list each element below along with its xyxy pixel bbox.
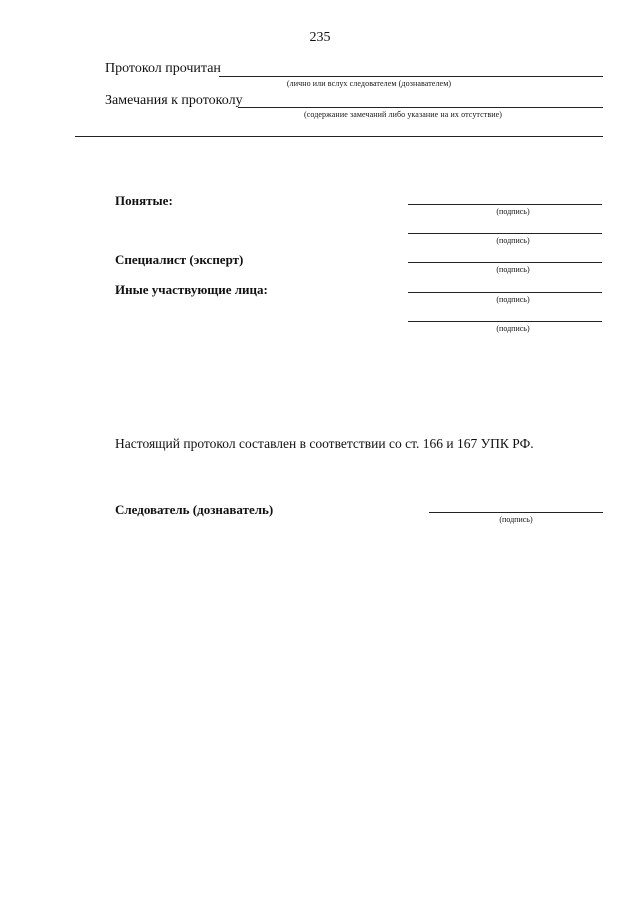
other-participant-1-signature-line (408, 292, 602, 293)
investigator-signature-caption: (подпись) (499, 515, 533, 524)
other-participant-2-signature-caption: (подпись) (496, 324, 530, 333)
other-participants-label: Иные участвующие лица: (115, 282, 268, 297)
remarks-caption: (содержание замечаний либо указание на их отсутствие) (303, 110, 503, 119)
specialist-signature-line (408, 262, 602, 263)
witness-1-signature-line (408, 204, 602, 205)
witness-2-signature-line (408, 233, 602, 234)
specialist-signature-caption: (подпись) (496, 265, 530, 274)
page-number: 235 (309, 30, 331, 45)
remarks-line (238, 107, 603, 108)
compliance-statement: Настоящий протокол составлен в соответствии со ст. 166 и 167 УПК РФ. (115, 436, 534, 451)
protocol-read-line (219, 76, 603, 77)
other-participant-1-signature-caption: (подпись) (496, 295, 530, 304)
investigator-label: Следователь (дознаватель) (115, 502, 274, 517)
other-participant-2-signature-line (408, 321, 602, 322)
investigator-signature-line (429, 512, 603, 513)
witness-1-signature-caption: (подпись) (496, 207, 530, 216)
witness-2-signature-caption: (подпись) (496, 236, 530, 245)
specialist-label: Специалист (эксперт) (115, 252, 244, 267)
remarks-label: Замечания к протоколу (105, 93, 243, 108)
protocol-read-caption: (лично или вслух следователем (дознавателем) (286, 79, 452, 88)
witnesses-label: Понятые: (115, 193, 173, 208)
protocol-read-label: Протокол прочитан (105, 61, 221, 76)
separator-rule (75, 136, 603, 137)
